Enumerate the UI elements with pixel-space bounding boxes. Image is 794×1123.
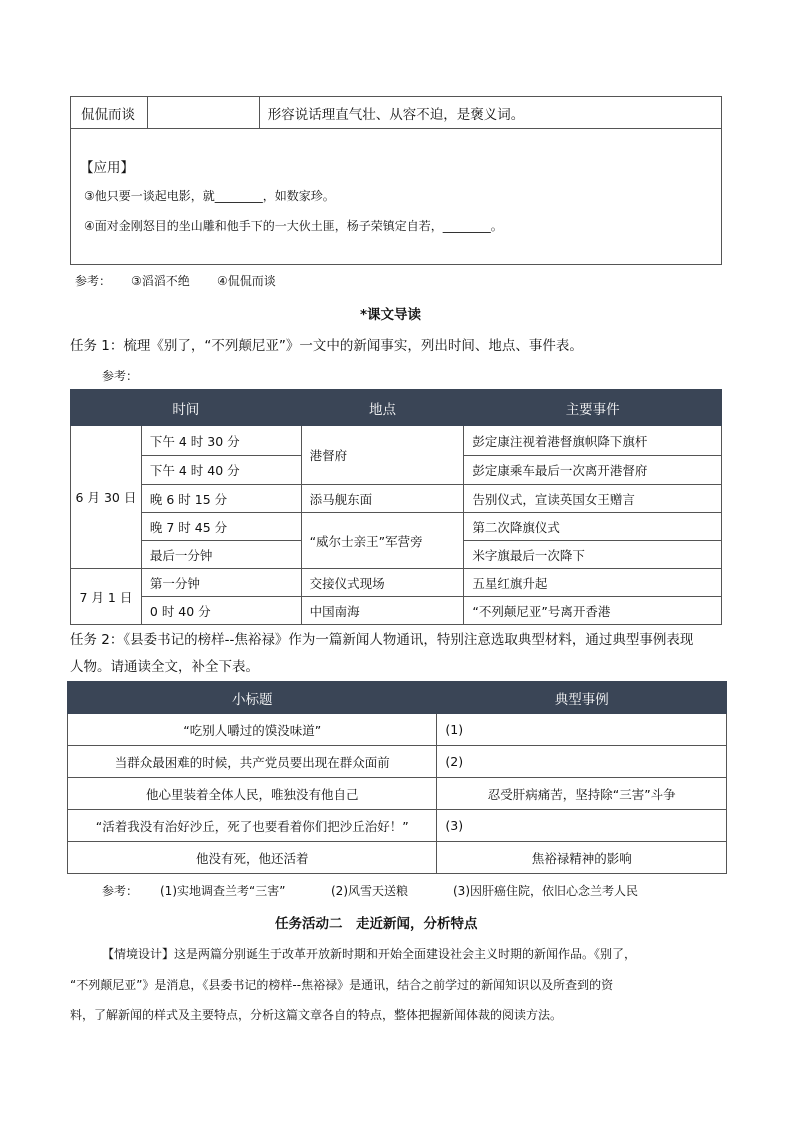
ref-answer: (2)风雪天送粮 bbox=[331, 884, 408, 898]
event-cell: 彭定康乘车最后一次离开港督府 bbox=[464, 456, 722, 485]
subtitle-cell: 他心里装着全体人民，唯独没有他自己 bbox=[68, 778, 437, 810]
subtitle-cell: “吃别人嚼过的馍没味道” bbox=[68, 714, 437, 746]
vocab-meaning: 形容说话理直气壮、从容不迫，是褒义词。 bbox=[259, 97, 721, 129]
apply-cell bbox=[71, 129, 722, 265]
ref-answer: ④侃侃而谈 bbox=[217, 274, 276, 288]
example-cell: (3) bbox=[437, 810, 727, 842]
event-cell: 彭定康注视着港督旗帜降下旗杆 bbox=[464, 426, 722, 456]
event-cell: 第二次降旗仪式 bbox=[464, 513, 722, 541]
apply-label: 【应用】 bbox=[80, 160, 134, 176]
time-cell: 下午 4 时 40 分 bbox=[141, 456, 301, 485]
example-cell: (2) bbox=[437, 746, 727, 778]
subtitle-cell: 当群众最困难的时候，共产党员要出现在群众面前 bbox=[68, 746, 437, 778]
ref-label: 参考： bbox=[75, 274, 112, 288]
place-cell: “威尔士亲王”军营旁 bbox=[301, 513, 464, 569]
section-title: *课文导读 bbox=[360, 307, 422, 323]
example-cell: 焦裕禄精神的影响 bbox=[437, 842, 727, 874]
example-cell: (1) bbox=[437, 714, 727, 746]
activity-paragraph-line: “不列颠尼亚”》是消息，《县委书记的榜样--焦裕禄》是通讯，结合之前学过的新闻知识以及所查到的资 bbox=[70, 978, 614, 992]
vocab-pinyin bbox=[147, 97, 259, 129]
example-cell: 忍受肝病痛苦，坚持除“三害”斗争 bbox=[437, 778, 727, 810]
table-header: 时间 bbox=[71, 390, 302, 426]
table-header: 主要事件 bbox=[464, 390, 722, 426]
apply-item: ④面对金刚怒目的坐山雕和他手下的一大伙土匪，杨子荣镇定自若，________。 bbox=[84, 219, 503, 233]
subtitle-cell: 他没有死，他还活着 bbox=[68, 842, 437, 874]
ref-answer: ③滔滔不绝 bbox=[131, 274, 190, 288]
news-facts-table bbox=[70, 389, 722, 625]
place-cell: 中国南海 bbox=[301, 597, 464, 625]
table-header: 地点 bbox=[301, 390, 464, 426]
event-cell: “不列颠尼亚”号离开香港 bbox=[464, 597, 722, 625]
activity-paragraph-line: 料，了解新闻的样式及主要特点，分析这篇文章各自的特点，整体把握新闻体裁的阅读方法。 bbox=[70, 1008, 563, 1022]
ref-answer: (1)实地调查兰考“三害” bbox=[160, 884, 286, 898]
time-cell: 晚 7 时 45 分 bbox=[141, 513, 301, 541]
place-cell: 港督府 bbox=[301, 426, 464, 485]
time-cell: 晚 6 时 15 分 bbox=[141, 485, 301, 513]
event-cell: 告别仪式，宣读英国女王赠言 bbox=[464, 485, 722, 513]
date-cell: 6 月 30 日 bbox=[71, 426, 142, 569]
subtitle-cell: “活着我没有治好沙丘，死了也要看着你们把沙丘治好！” bbox=[68, 810, 437, 842]
event-cell: 米字旗最后一次降下 bbox=[464, 541, 722, 569]
apply-item: ③他只要一谈起电影，就________，如数家珍。 bbox=[84, 189, 335, 203]
date-cell: 7 月 1 日 bbox=[71, 569, 142, 625]
activity-paragraph-line: 【情境设计】这是两篇分别诞生于改革开放新时期和开始全面建设社会主义时期的新闻作品。《别了， bbox=[102, 947, 637, 961]
table-header: 小标题 bbox=[68, 682, 437, 714]
place-cell: 添马舰东面 bbox=[301, 485, 464, 513]
vocab-word: 侃侃而谈 bbox=[71, 97, 148, 129]
task1-ref-label: 参考： bbox=[102, 369, 139, 383]
table-header: 典型事例 bbox=[437, 682, 727, 714]
ref-answer: (3)因肝癌住院，依旧心念兰考人民 bbox=[453, 884, 638, 898]
event-cell: 五星红旗升起 bbox=[464, 569, 722, 597]
task2-text-line2: 人物。请通读全文，补全下表。 bbox=[70, 659, 259, 675]
task1-text: 任务 1：梳理《别了，“不列颠尼亚”》一文中的新闻事实，列出时间、地点、事件表。 bbox=[70, 338, 583, 354]
time-cell: 最后一分钟 bbox=[141, 541, 301, 569]
vocab-table bbox=[70, 96, 722, 265]
typical-examples-table bbox=[67, 681, 727, 874]
time-cell: 下午 4 时 30 分 bbox=[141, 426, 301, 456]
time-cell: 0 时 40 分 bbox=[141, 597, 301, 625]
time-cell: 第一分钟 bbox=[141, 569, 301, 597]
activity-title: 任务活动二 走近新闻，分析特点 bbox=[275, 916, 478, 932]
ref-label: 参考： bbox=[102, 884, 139, 898]
place-cell: 交接仪式现场 bbox=[301, 569, 464, 597]
task2-text-line1: 任务 2：《县委书记的榜样--焦裕禄》作为一篇新闻人物通讯，特别注意选取典型材料，通过典型事例表现 bbox=[70, 632, 694, 648]
